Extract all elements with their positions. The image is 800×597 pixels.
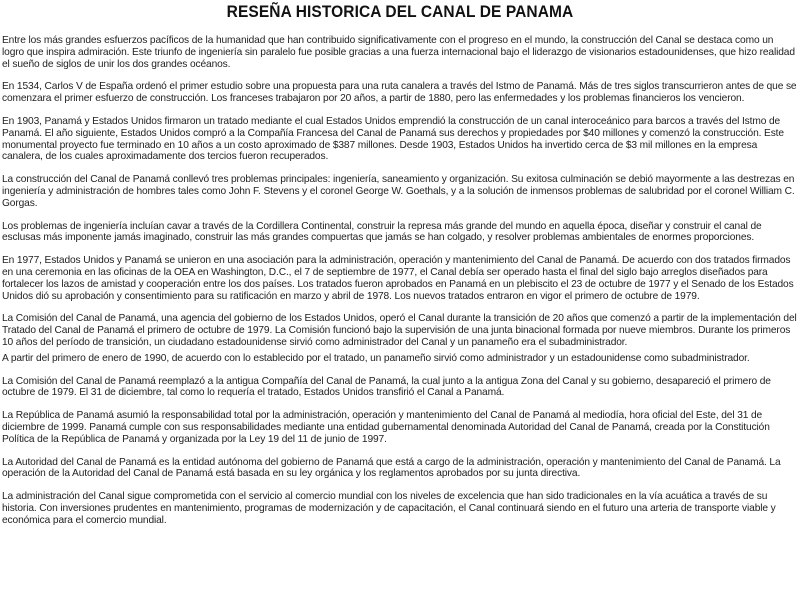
paragraph-republic: La República de Panamá asumió la responsabilidad total por la administración, operación y mantenimiento del Canal de Panamá al mediodía, hora oficial del Este, del 31 de diciembre de 1999. Panamá cumple con sus responsabilidades mediante una entidad gubernamental denominada Autoridad del Canal de Panamá, creada por la Constitución Política de la República de Panamá y organizada por la Ley 19 del 11 de junio de 1997. — [2, 410, 770, 445]
page-title: RESEÑA HISTORICA DEL CANAL DE PANAMA — [226, 3, 574, 21]
paragraph-authority: La Autoridad del Canal de Panamá es la entidad autónoma del gobierno de Panamá que está a cargo de la administración, operación y mantenimiento del Canal de Panamá. La operación de la Autoridad del Canal de Panamá está basada en su ley orgánica y los reglamentos aprobados por su junta directiva. — [2, 456, 781, 480]
paragraph-1903: En 1903, Panamá y Estados Unidos firmaron un tratado mediante el cual Estados Unidos emprendió la construcción de un canal interoceánico para barcos a través del Istmo de Panamá. El año siguiente, Estados Unidos compró a la Compañía Francesa del Canal de Panamá sus derechos y propiedades por $40 millones y comenzó la construcción. Este monumental proyecto fue terminado en 10 años a un costo aproximado de $387 millones. Desde 1903, Estados Unidos ha invertido cerca de $3 mil millones en la empresa canalera, de los cuales aproximadamente dos tercios fueron recuperados. — [2, 115, 784, 163]
paragraph-1977-treaties: En 1977, Estados Unidos y Panamá se unieron en una asociación para la administración, operación y mantenimiento del Canal de Panamá. De acuerdo con dos tratados firmados en una ceremonia en las oficinas de la OEA en Washington, D.C., el 7 de septiembre de 1977, el Canal debía ser operado hasta el final del siglo bajo arreglos diseñados para fortalecer los lazos de amistad y cooperación entre los dos países. Los tratados fueron aprobados en Panamá en un plebiscito el 23 de octubre de 1977 y el Senado de los Estados Unidos dió su aprobación y consentimiento para su ratificación en marzo y abril de 1978. Los nuevos tratados entraron en vigor el primero de octubre de 1979. — [2, 255, 794, 302]
paragraph-transfer: La Comisión del Canal de Panamá reemplazó a la antigua Compañía del Canal de Panamá, la cual junto a la antigua Zona del Canal y su gobierno, desapareció el primero de octubre de 1979. El 31 de diciembre, tal como lo requería el tratado, Estados Unidos transfirió el Canal a Panamá. — [2, 375, 771, 399]
paragraph-construction-problems: La construcción del Canal de Panamá conllevó tres problemas principales: ingeniería, saneamiento y organización. Su exitosa culminación se debió mayormente a las destrezas en ingeniería y administración de hombres tales como John F. Stevens y el coronel George W. Goethals, y a la solución de inmensos problemas de salubridad por el coronel William C. Gorgas. — [2, 174, 795, 209]
paragraph-1534: En 1534, Carlos V de España ordenó el primer estudio sobre una propuesta para una ruta canalera a través del Istmo de Panamá. Más de tres siglos transcurrieron antes de que se comenzara el primer esfuerzo de construcción. Los franceses trabajaron por 20 años, a partir de 1880, pero las enfermedades y los problemas financieros los vencieron. — [2, 81, 797, 105]
paragraph-commission: La Comisión del Canal de Panamá, una agencia del gobierno de los Estados Unidos, operó el Canal durante la transición de 20 años que comenzó a partir de la implementación del Tratado del Canal de Panamá el primero de octubre de 1979. La Comisión funcionó bajo la supervisión de una junta binacional formada por nueve miembros. Durante los primeros 10 años del período de transición, un ciudadano estadounidense sirvió como administrador del Canal y un panameño era el subadministrador. — [2, 313, 797, 348]
paragraph-1990: A partir del primero de enero de 1990, de acuerdo con lo establecido por el tratado, un panameño sirvió como administrador y un estadounidense como subadministrador. — [2, 352, 750, 364]
paragraph-commitment: La administración del Canal sigue comprometida con el servicio al comercio mundial con los niveles de excelencia que han sido tradicionales en la vía acuática a través de su historia. Con inversiones prudentes en mantenimiento, programas de modernización y de capacitación, el Canal continuará siendo en el futuro una arteria de transporte viable y económica para el comercio mundial. — [2, 491, 776, 526]
document-page — [0, 3, 800, 527]
paragraph-intro: Entre los más grandes esfuerzos pacíficos de la humanidad que han contribuido significativamente con el progreso en el mundo, la construcción del Canal se destaca como un logro que inspira admiración. Este triunfo de ingeniería sin paralelo fue posible gracias a una fuerza internacional bajo el liderazgo de visionarios estadounidenses, que hizo realidad el sueño de siglos de unir los dos grandes océanos. — [2, 35, 795, 70]
paragraph-engineering-problems: Los problemas de ingeniería incluían cavar a través de la Cordillera Continental, construir la represa más grande del mundo en aquella época, diseñar y construir el canal de esclusas más imponente jamás imaginado, construir las más grandes compuertas que jamás se han colgado, y resolver problemas ambientales de enormes proporciones. — [2, 220, 762, 244]
